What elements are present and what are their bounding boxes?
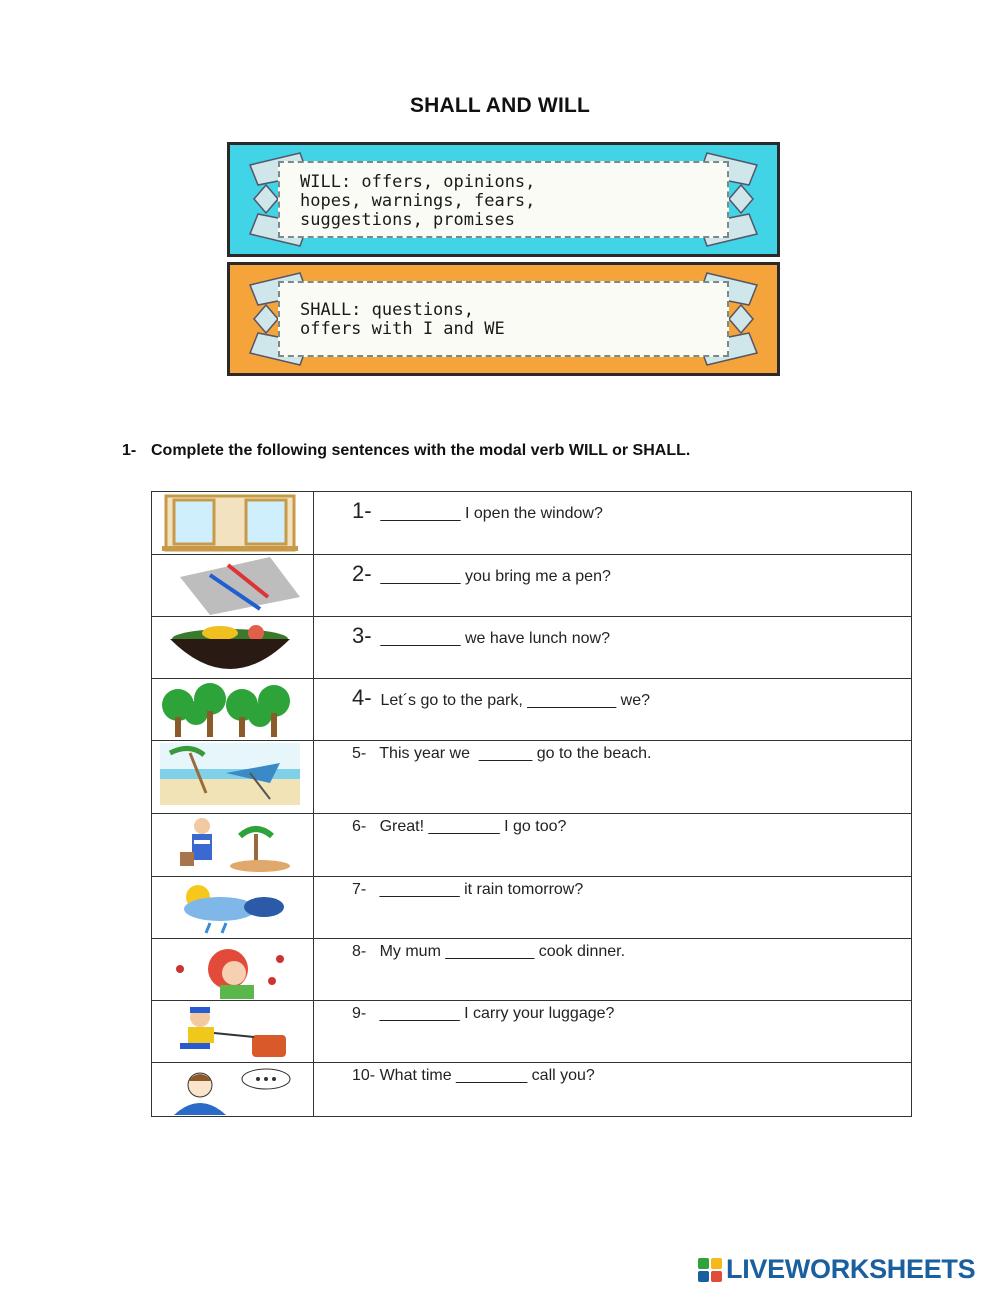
will-line-3: suggestions, promises	[300, 210, 515, 230]
table-row	[152, 679, 911, 741]
exercise-text: Great! ________ I go too?	[379, 818, 567, 835]
exercise-text: _________ it rain tomorrow?	[379, 881, 584, 898]
will-rule-banner	[227, 142, 780, 257]
exercise-sentence	[352, 498, 603, 524]
table-row	[152, 555, 911, 617]
table-row	[152, 939, 911, 1001]
porter-luggage-icon	[160, 1003, 300, 1061]
table-row	[152, 1063, 911, 1118]
instruction-number: 1-	[122, 442, 137, 459]
tourist-icon	[160, 816, 300, 874]
exercise-sentence	[352, 881, 583, 899]
exercise-text: Let´s go to the park, __________ we?	[380, 692, 650, 709]
window-icon	[160, 494, 300, 552]
table-row	[152, 814, 911, 877]
exercise-sentence	[352, 561, 611, 587]
page-title: SHALL AND WILL	[409, 94, 591, 117]
table-row	[152, 492, 911, 555]
exercise-number: 9-	[352, 1005, 367, 1022]
table-row	[152, 741, 911, 814]
exercise-number: 4-	[352, 685, 372, 710]
shall-line-1: SHALL: questions,	[300, 300, 474, 320]
exercise-number: 3-	[352, 623, 372, 648]
beach-icon	[160, 743, 300, 805]
table-row	[152, 617, 911, 679]
exercise-sentence	[352, 818, 566, 836]
exercise-sentence	[352, 745, 651, 763]
exercise-number: 10-	[352, 1067, 376, 1084]
table-row	[152, 1001, 911, 1063]
exercise-number: 8-	[352, 943, 367, 960]
exercise-number: 1-	[352, 498, 372, 523]
exercise-text: _________ I open the window?	[380, 505, 603, 522]
exercise-text: _________ I carry your luggage?	[379, 1005, 615, 1022]
exercise-number: 6-	[352, 818, 367, 835]
liveworksheets-logo	[698, 1254, 975, 1285]
exercise-text: _________ we have lunch now?	[380, 630, 610, 647]
exercise-sentence	[352, 685, 650, 711]
exercise-number: 7-	[352, 881, 367, 898]
exercise-text: What time ________ call you?	[379, 1067, 595, 1084]
exercise-number: 5-	[352, 745, 367, 762]
instruction-text: Complete the following sentences with the modal verb WILL or SHALL.	[151, 442, 691, 459]
logo-text: LIVEWORKSHEETS	[726, 1254, 976, 1284]
pens-icon	[160, 557, 300, 615]
exercise-sentence	[352, 1067, 595, 1085]
woman-cooking-icon	[160, 941, 300, 999]
exercise-table	[151, 491, 912, 1117]
food-bowl-icon	[160, 619, 300, 677]
will-rule-text	[278, 161, 729, 238]
shall-rule-text	[278, 281, 729, 357]
exercise-sentence	[352, 1005, 614, 1023]
exercise-sentence	[352, 943, 625, 961]
exercise-sentence	[352, 623, 610, 649]
exercise-text: _________ you bring me a pen?	[380, 568, 611, 585]
logo-mark-icon	[698, 1258, 722, 1282]
table-row	[152, 877, 911, 939]
will-line-1: WILL: offers, opinions,	[300, 172, 536, 192]
exercise-number: 2-	[352, 561, 372, 586]
exercise-text: This year we ______ go to the beach.	[379, 745, 652, 762]
instruction	[122, 442, 690, 460]
shall-line-2: offers with I and WE	[300, 319, 505, 339]
shall-rule-banner	[227, 262, 780, 376]
weather-icon	[160, 879, 300, 937]
trees-icon	[160, 681, 300, 739]
will-line-2: hopes, warnings, fears,	[300, 191, 536, 211]
exercise-text: My mum __________ cook dinner.	[379, 943, 626, 960]
phone-call-icon	[160, 1065, 300, 1115]
